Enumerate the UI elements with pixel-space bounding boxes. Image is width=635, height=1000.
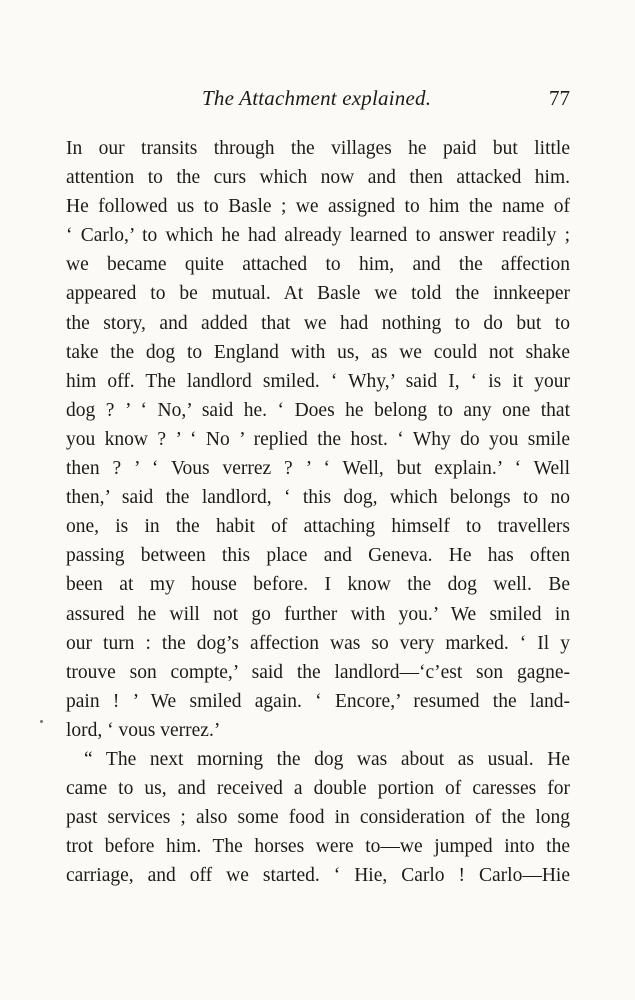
- text-line: dog ? ’ ‘ No,’ said he. ‘ Does he belong to any one that: [66, 399, 570, 421]
- text-line: trouve son compte,’ said the landlord—‘c’est son gagne-: [66, 661, 570, 683]
- text-line: In our transits through the villages he paid but little: [66, 138, 570, 159]
- text-line: came to us, and received a double portion of caresses for: [66, 778, 570, 800]
- page-number: 77: [549, 86, 570, 110]
- text-line: the story, and added that we had nothing to do but to: [66, 312, 570, 334]
- text-line: you know ? ’ ‘ No ’ replied the host. ‘ Why do you smile: [66, 428, 570, 450]
- text-line: trot before him. The horses were to—we jumped into the: [66, 836, 570, 858]
- paragraph-start-line: “ The next morning the dog was about as usual. He: [84, 748, 570, 770]
- text-line: carriage, and off we started. ‘ Hie, Carlo ! Carlo—Hie: [66, 865, 570, 887]
- margin-speck: [40, 720, 43, 723]
- text-line: appeared to be mutual. At Basle we told the innkeeper: [66, 283, 570, 305]
- text-line: passing between this place and Geneva. He has often: [66, 545, 570, 567]
- text-line: our turn : the dog’s affection was so very marked. ‘ Il y: [66, 632, 570, 654]
- text-line: attention to the curs which now and then attacked him.: [66, 167, 570, 189]
- running-title: The Attachment explained.: [202, 86, 432, 110]
- text-line: ‘ Carlo,’ to which he had already learned to answer readily ;: [66, 225, 570, 247]
- text-line: pain ! ’ We smiled again. ‘ Encore,’ resumed the land-: [66, 690, 570, 712]
- running-head: [66, 86, 570, 116]
- text-line: we became quite attached to him, and the affection: [66, 254, 570, 276]
- text-line: past services ; also some food in consideration of the long: [66, 807, 570, 829]
- text-line: then ? ’ ‘ Vous verrez ? ’ ‘ Well, but explain.’ ‘ Well: [66, 458, 570, 480]
- text-line: one, is in the habit of attaching himself to travellers: [66, 516, 570, 538]
- paragraph-end-line: lord, ‘ vous verrez.’: [66, 719, 221, 741]
- text-line: take the dog to England with us, as we could not shake: [66, 341, 570, 363]
- body-text: [66, 134, 570, 890]
- text-line: He followed us to Basle ; we assigned to him the name of: [66, 196, 570, 218]
- text-line: him off. The landlord smiled. ‘ Why,’ said I, ‘ is it your: [66, 370, 570, 392]
- text-line: then,’ said the landlord, ‘ this dog, which belongs to no: [66, 487, 570, 509]
- text-line: been at my house before. I know the dog well. Be: [66, 574, 570, 596]
- text-line: assured he will not go further with you.’ We smiled in: [66, 603, 570, 625]
